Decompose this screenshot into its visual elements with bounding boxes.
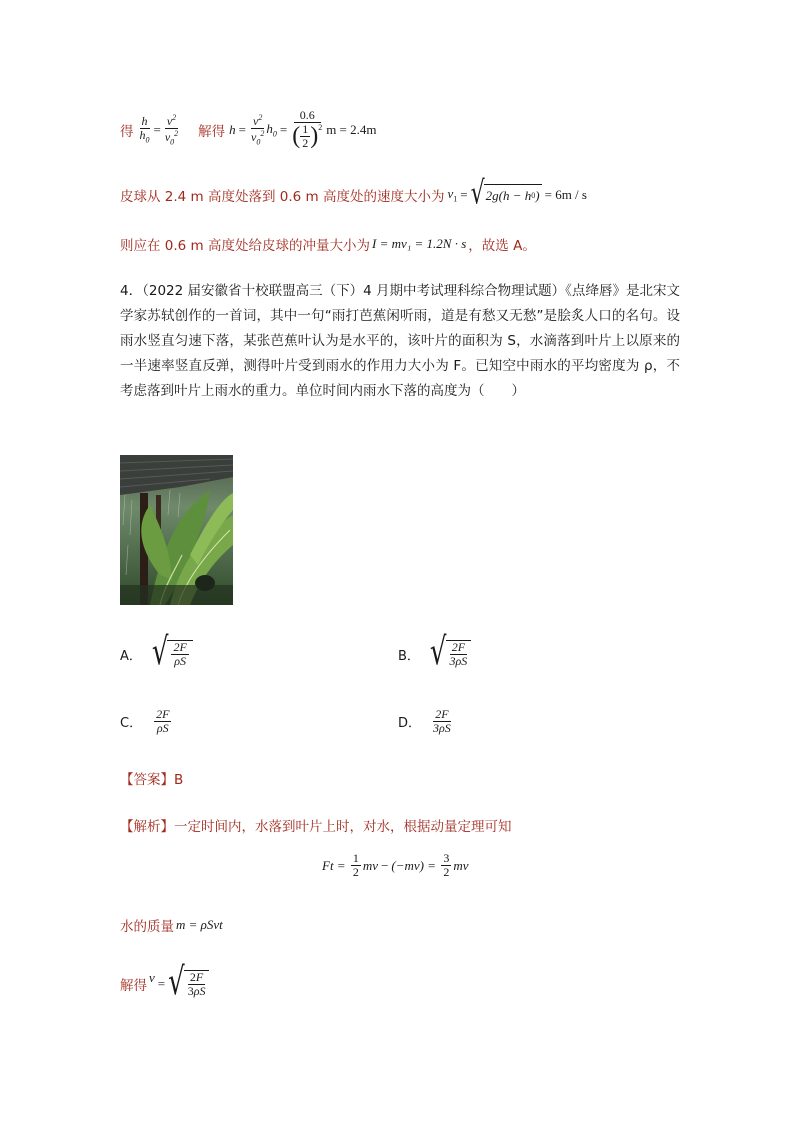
option-d[interactable]: [398, 708, 453, 736]
question-4: [120, 279, 680, 404]
analysis-tag: 【解析】: [120, 819, 174, 835]
solve-line: [120, 962, 209, 1006]
mass-label: 水的质量: [120, 919, 174, 935]
option-d-formula: $\frac{2F}{3\rho S}$: [433, 707, 451, 736]
impulse-suffix: ，故选 A。: [468, 238, 536, 254]
answer-line: [120, 768, 183, 788]
question-source: （2022 届安徽省十校联盟高三（下）4 月期中考试理科综合物理试题）: [142, 283, 566, 299]
option-b-label: B．: [398, 648, 420, 664]
impulse-text: 则应在 0.6 m 高度处给皮球的冲量大小为: [120, 238, 370, 254]
velocity-formula: $v_1$ = √ 2g(h − h 0 ) = 6m / s: [447, 176, 587, 213]
analysis-line: [120, 815, 512, 835]
velocity-line: [120, 176, 587, 213]
solve-formula: v = √ $\frac{2F}{3\rho S}$: [149, 970, 209, 999]
option-b[interactable]: [398, 630, 471, 675]
option-a[interactable]: [120, 630, 193, 675]
option-c-label: C．: [120, 716, 143, 732]
ratio-formula: $\frac{h}{h_0}$ = $\frac{v^2}{v_0^2}$: [139, 112, 179, 147]
question-text: 《点绛唇》是北宋文学家苏轼创作的一首词，其中一句“雨打芭蕉闲听雨，道是有愁又无愁”是脍炙人口的名句。设雨水竖直匀速下落，某张芭蕉叶认为是水平的，该叶片的面积为 S，水滴落到叶片上以原来的一半速率竖直反弹，测得叶片受到雨水的作用力大小为 F。已知空中雨水的平均密度为 ρ，不考虑落到叶片上雨水的重力。单位时间内雨水下落的高度为（ ）: [120, 283, 680, 399]
answer-tag: 【答案】: [120, 772, 174, 788]
mass-formula: m = ρSvt: [176, 917, 223, 932]
option-a-label: A．: [120, 648, 142, 664]
velocity-result: = 6m / s: [544, 187, 587, 202]
banana-leaf-rain-photo: [120, 455, 233, 605]
de-label: 得: [120, 124, 134, 140]
height-result: m = 2.4m: [326, 121, 377, 137]
mass-line: [120, 915, 223, 935]
jiede-label: 解得: [198, 124, 226, 140]
impulse-formula: I = mv₁ = 1.2N · s: [372, 236, 467, 251]
impulse-line: [120, 232, 536, 256]
velocity-text: 皮球从 2.4 m 高度处落到 0.6 m 高度处的速度大小为: [120, 189, 445, 205]
momentum-equation: Ft = $\frac{1}{2}$ mv − (−mv) = $\frac{3}{2}$ mv: [322, 851, 469, 880]
option-d-label: D．: [398, 716, 422, 732]
height-solution-formula: h = $\frac{v^2}{v_0^2}$ $h_0$ = 0.6 ( $\frac{1}{2}$ ) $^2$ m = 2.4m: [229, 107, 377, 151]
option-a-formula: √ $\frac{2F}{\rho S}$: [152, 640, 193, 669]
answer-value: B: [174, 772, 184, 788]
option-b-formula: √ $\frac{2F}{3\rho S}$: [430, 640, 471, 669]
solve-label: 解得: [120, 978, 147, 994]
question-number: 4．: [120, 283, 143, 299]
analysis-text: 一定时间内，水落到叶片上时，对水，根据动量定理可知: [174, 819, 512, 835]
option-c[interactable]: [120, 708, 173, 736]
option-c-formula: $\frac{2F}{\rho S}$: [156, 707, 170, 736]
formula-line-height-ratio: [120, 100, 377, 160]
